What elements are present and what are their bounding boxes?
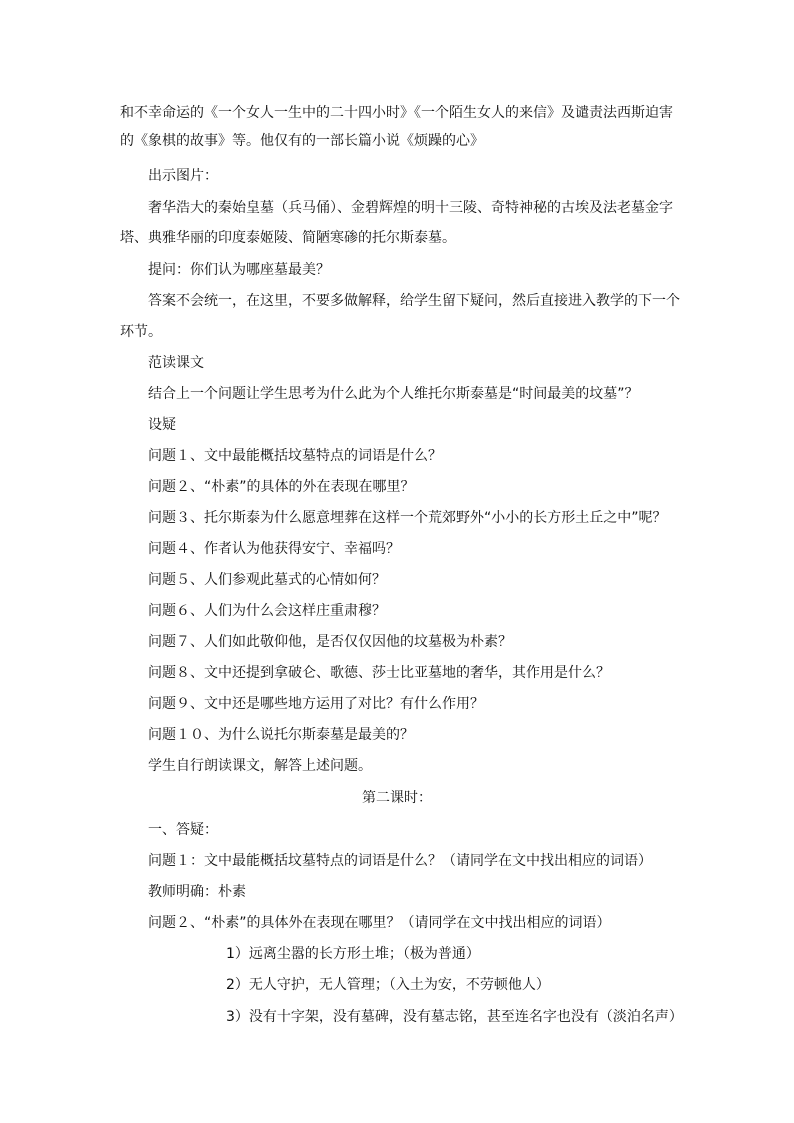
- set-questions-label: 设疑: [148, 417, 176, 433]
- reflection-prompt: 结合上一个问题让学生思考为什么此为个人维托尔斯泰墓是“时间最美的坟墓”？: [148, 386, 639, 402]
- question-item: 问题９、文中还是哪些地方运用了对比？有什么作用？: [148, 696, 484, 712]
- question-item: 问题５、人们参观此墓式的心情如何？: [148, 572, 386, 588]
- sub-point: 1）远离尘嚣的长方形土堆；（极为普通）: [226, 946, 480, 962]
- teacher-clarification: 教师明确：朴素: [148, 884, 246, 900]
- intro-line-2: 的《象棋的故事》等。他仅有的一部长篇小说《烦躁的心》: [120, 133, 484, 149]
- tomb-list-line-2: 塔、典雅华丽的印度泰姬陵、简陋寒碜的托尔斯泰墓。: [120, 230, 456, 246]
- intro-line-1: 和不幸命运的《一个女人一生中的二十四小时》《一个陌生女人的来信》及谴责法西斯迫害: [120, 105, 673, 121]
- student-reading-note: 学生自行朗读课文，解答上述问题。: [148, 758, 372, 774]
- question-item: 问题１０、为什么说托尔斯泰墓是最美的？: [148, 727, 414, 743]
- question-item: 问题８、文中还提到拿破仑、歌德、莎士比亚墓地的奢华，其作用是什么？: [148, 665, 610, 681]
- show-pictures-label: 出示图片：: [148, 168, 218, 184]
- question-item: 问题７、人们如此敬仰他，是否仅仅因他的坟墓极为朴素？: [148, 634, 512, 650]
- sub-point: 2）无人守护，无人管理；（入土为安，不劳顿他人）: [226, 977, 550, 993]
- answer-note-line-2: 环节。: [120, 324, 162, 340]
- sub-point: 3）没有十字架，没有墓碑，没有墓志铭，甚至连名字也没有（淡泊名声）: [226, 1009, 683, 1025]
- question-item: 问题４、作者认为他获得安宁、幸福吗？: [148, 541, 400, 557]
- tomb-list-line-1: 奢华浩大的秦始皇墓（兵马俑）、金碧辉煌的明十三陵、奇特神秘的古埃及法老墓金字: [148, 200, 673, 216]
- answer-question-1: 问题１：文中最能概括坟墓特点的词语是什么？（请同学在文中找出相应的词语）: [148, 853, 652, 869]
- question-item: 问题２、“朴素”的具体的外在表现在哪里？: [148, 479, 415, 495]
- section-one-heading: 一、答疑：: [148, 822, 218, 838]
- model-reading-heading: 范读课文: [148, 355, 204, 371]
- question-item: 问题６、人们为什么会这样庄重肃穆？: [148, 603, 386, 619]
- answer-note-line-1: 答案不会统一，在这里，不要多做解释，给学生留下疑问，然后直接进入教学的下一个: [148, 293, 680, 309]
- question-item: 问题３、托尔斯泰为什么愿意埋葬在这样一个荒郊野外“小小的长方形土丘之中”呢？: [148, 510, 667, 526]
- question-item: 问题１、文中最能概括坟墓特点的词语是什么？: [148, 448, 442, 464]
- answer-question-2: 问题２、“朴素”的具体外在表现在哪里？（请同学在文中找出相应的词语）: [148, 915, 611, 931]
- second-lesson-title: 第二课时：: [362, 790, 432, 806]
- question-prompt: 提问：你们认为哪座墓最美？: [148, 262, 330, 278]
